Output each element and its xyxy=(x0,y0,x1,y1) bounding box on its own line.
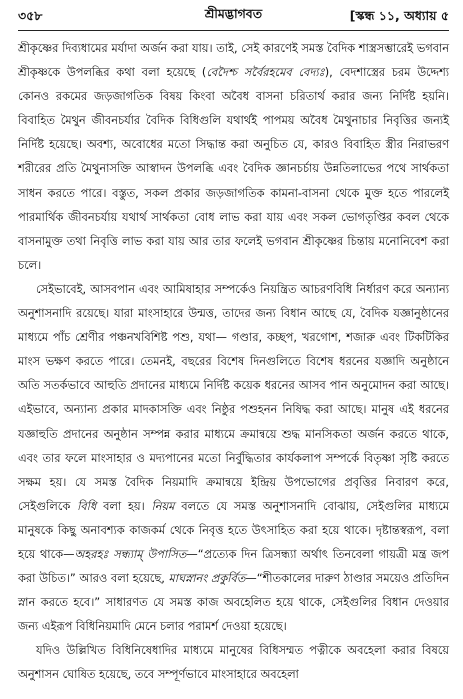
italic-quote: অহরহঃ সন্ধ্যাম্ উপাসিত xyxy=(74,546,187,561)
page-header xyxy=(18,6,449,26)
paragraph xyxy=(18,277,449,638)
text-run: —“শীতকালের দারুণ ঠাণ্ডার সময়েও প্রতিদিন স্নান করতে হবে।” সাধারণত যে সমস্ত কাজ অবহেলিত হয়ে থাকে, সেইগুলির বিধান দেওয়ার জন্য এইরূপ বিধিনিয়মাদি মেনে চলার পরামর্শ দেওয়া হয়েছে। xyxy=(18,571,449,634)
text-run: শ্রীকৃষ্ণের দিব্যধামের মর্যাদা অর্জন করা যায়। তাই, সেই কারণেই সমস্ত বৈদিক শাস্ত্রসম্ভারেই ভগবান শ্রীকৃষ্ণকে উপলব্ধির কথা বলা হয়েছে ( xyxy=(18,41,449,80)
page-number: ৩৫৮ xyxy=(18,8,43,23)
chapter-location: [স্কন্ধ ১১, অধ্যায় ৫ xyxy=(349,8,449,23)
italic-quote: বিধি xyxy=(77,498,97,513)
book-title: শ্রীমদ্ভাগবত xyxy=(204,6,263,21)
italic-quote: নিয়ম xyxy=(151,498,175,513)
text-run: সেইভাবেই, আসবপান এবং আমিষাহার সম্পর্কেও নিয়ন্ত্রিত আচরণবিধি নির্ধারণ করে অন্যান্য অনুশাসনাদি রয়েছে। যারা মাংসাহারে উন্মত্ত, তাদের জন্য বিধান আছে যে, বৈদিক যজ্ঞানুষ্ঠানের মাধ্যমে পাঁচ শ্রেণীর পঞ্চনখবিশিষ্ট পশু, যথা— গণ্ডার, কচ্ছপ, খরগোশ, শজারু এবং টিকটিকির মাংস ভক্ষণ করতে পারে। তেমনই, বছরের বিশেষ দিনগুলিতে বিশেষ ধরনের যজ্ঞাদি অনুষ্ঠানে অতি সতর্কভাবে আহুতি প্রদানের মাধ্যমে নির্দিষ্ট কয়েক ধরনের আসব পান অনুমোদন করা আছে। এইভাবে, অন্যান্য প্রকার মাদকাসক্তি এবং নিষ্ঠুর পশুহনন নিষিদ্ধ করা আছে। মানুষ এই ধরনের যজ্ঞাহুতি প্রদানের অনুষ্ঠান সম্পন্ন করার মাধ্যমে ক্রমান্বয়ে শুদ্ধ মানসিকতা অর্জন করতে থাকে, এবং তার ফলে মাংসাহার ও মদ্যপানের মতো নির্বুদ্ধিতার কার্যকলাপ সম্পর্কে বিতৃষ্ণা সৃষ্টি করতে সক্ষম হয়। যে সমস্ত বৈদিক নিয়মাদি ক্রমান্বয়ে ইন্দ্রিয় উপভোগের প্রবৃত্তির নিবারণ করে, সেইগুলিকে xyxy=(18,281,449,513)
text-run: বলতে যে সমস্ত অনুশাসনাদি বোঝায়, সেইগুলির মাধ্যমে মানুষকে কিছু অনাবশ্যক কাজকর্ম থেকে নিবৃত্ত হতে উৎসাহিত করা হয়ে থাকে। দৃষ্টান্তস্বরূপ, বলা হয়ে থাকে— xyxy=(18,498,449,561)
paragraph xyxy=(18,638,449,686)
text-run: বলা হয়। xyxy=(96,498,152,513)
italic-quote: বেদৈশ্চ সর্বৈরহমেব বেদ্যঃ xyxy=(206,65,325,80)
paragraph xyxy=(18,36,449,277)
text-run: ), বেদশাস্ত্রের চরম উদ্দেশ্য কোনও রকমের জড়জাগতিক বিষয় কিংবা অবৈধ বাসনা চরিতার্থ করার জন্য নির্দিষ্ট হয়নি। বিবাহিত মৈথুন জীবনচর্যার বৈদিক বিধিগুলি যথার্থই পাপময় অবৈধ মৈথুনাচার নিবৃত্তির জন্যই নির্দিষ্ট হয়েছে। অবশ্য, অবোধের মতো সিদ্ধান্ত করা অনুচিত যে, কারও বিবাহিত স্ত্রীর নিরাভরণ শরীরের প্রতি মৈথুনাসক্তি আস্বাদন উপলব্ধি এবং বৈদিক জ্ঞানচর্চায় উন্নতিলাভের পথে সার্থকতা সাধন করতে পারে। বস্তুত, সকল প্রকার জড়জাগতিক কামনা-বাসনা থেকে মুক্ত হতে পারলেই পারমার্থিক জীবনচর্যায় যথার্থ সার্থকতা বোধ লাভ করা যায় এবং সকল ভোগতৃপ্তির কবল থেকে বাসনামুক্ত তথা নিবৃত্তি লাভ করা যায় আর তার ফলেই ভগবান শ্রীকৃষ্ণের চিন্তায় মনোনিবেশ করা চলে। xyxy=(18,65,449,272)
page-body xyxy=(18,36,449,687)
text-run: যদিও উল্লিখিত বিধিনিষেধাদির মাধ্যমে মানুষের বিধিসম্মত পত্নীকে অবহেলা করার বিষয়ে অনুশাসন ঘোষিত হয়েছে, তবে সম্পূর্ণভাবে মাংসাহারে অবহেলা xyxy=(18,643,449,682)
text-run: —“প্রত্যেক দিন ত্রিসন্ধ্যা অর্থাৎ তিনবেলা গায়ত্রী মন্ত্র জপ করা উচিত।” আরও বলা হয়েছে, xyxy=(18,546,449,586)
italic-quote: মাঘস্নানং প্রকুর্বিত xyxy=(168,571,246,586)
header-divider xyxy=(18,30,449,31)
